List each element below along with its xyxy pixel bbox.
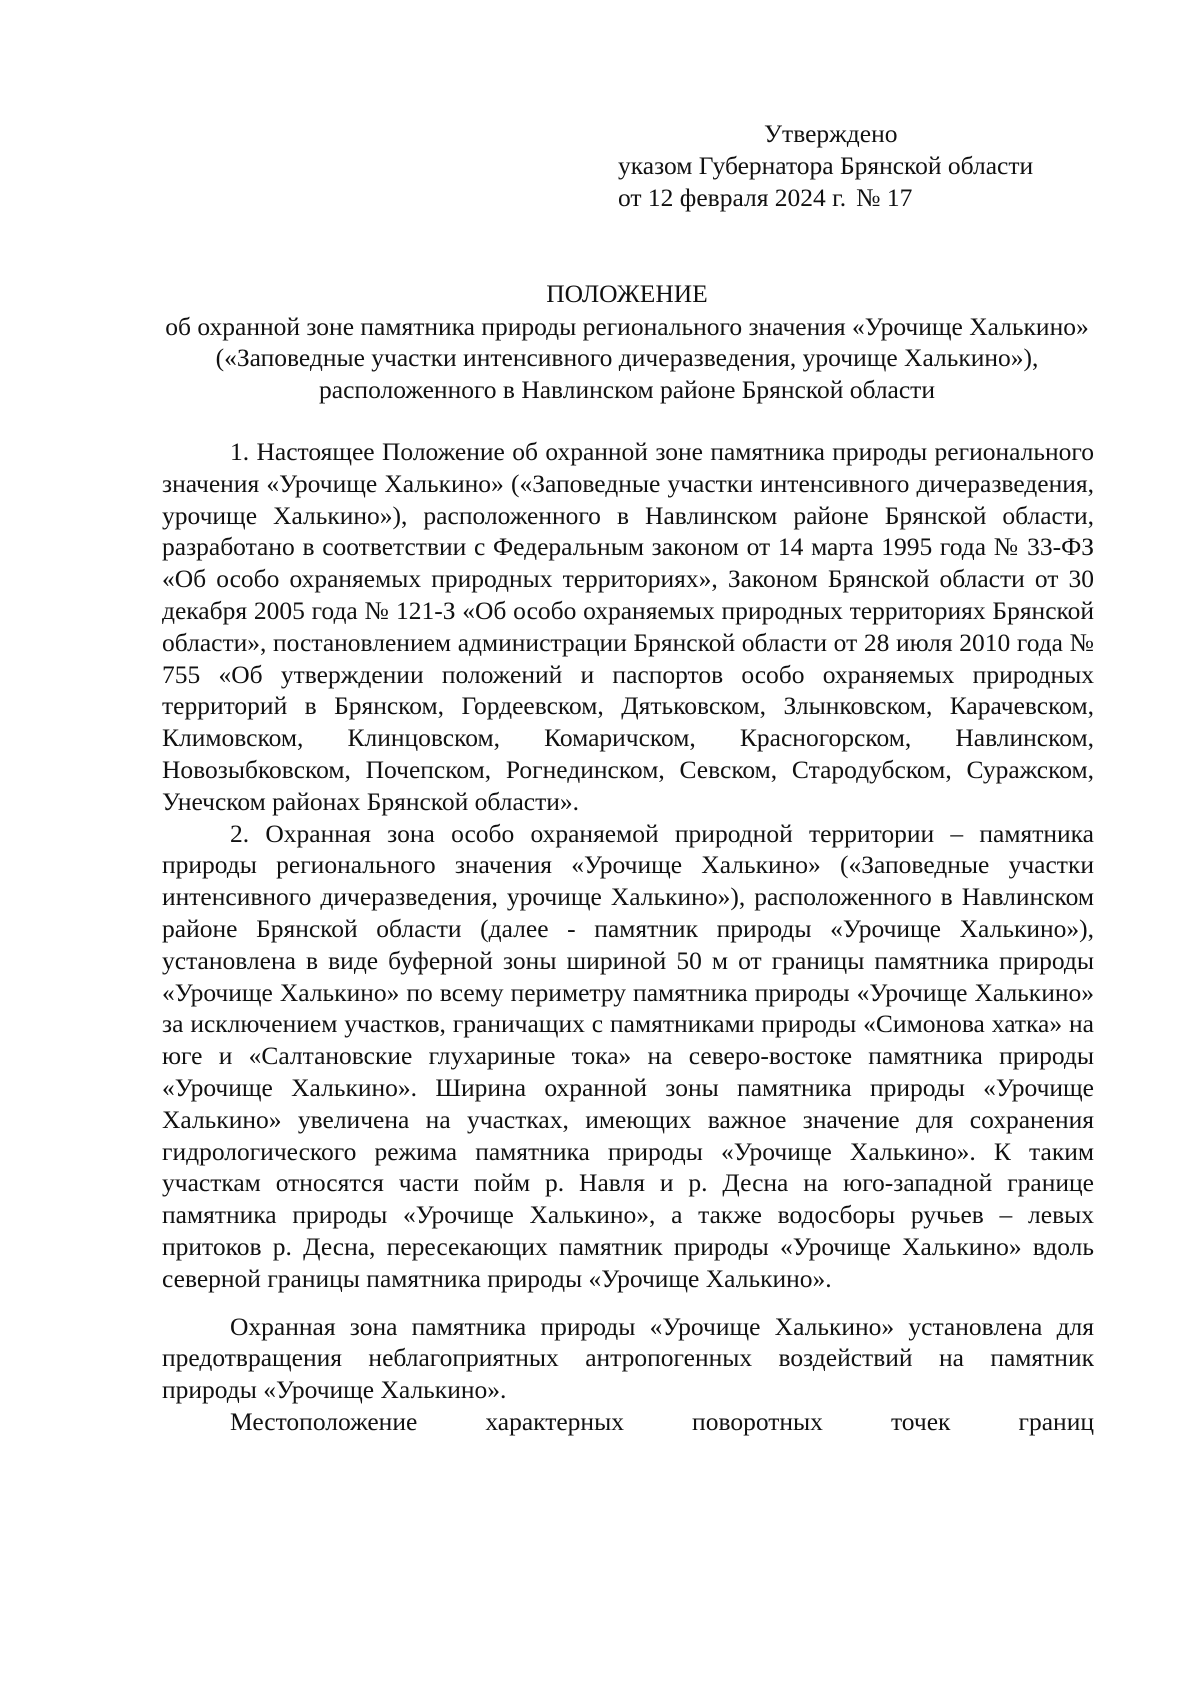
approval-stamp xyxy=(618,118,1088,214)
paragraph-4: Местоположение характерных поворотных точек границ xyxy=(230,1406,1094,1436)
paragraph-1: 1. Настоящее Положение об охранной зоне памятника природы регионального значения «Урочище Халькино» («Заповедные участки интенсивного дичеразведения, урочище Халькино»), расположенного в Навлинском районе Брянской области, разработано в соответствии с Федеральным законом от 14 марта 1995 года № 33-ФЗ «Об особо охраняемых природных территориях», Законом Брянской области от 30 декабря 2005 года № 121-З «Об особо охраняемых природных территориях Брянской области», постановлением администрации Брянской области от 28 июля 2010 года № 755 «Об утверждении положений и паспортов особо охраняемых природных территорий в Брянском, Гордеевском, Дятьковском, Злынковском, Карачевском, Климовском, Клинцовском, Комаричском, Красногорском, Навлинском, Новозыбковском, Почепском, Рогнединском, Севском, Стародубском, Суражском, Унечском районах Брянской области». xyxy=(162,437,1094,816)
approval-number: № 17 xyxy=(856,183,913,212)
approval-date: от 12 февраля 2024 г. xyxy=(618,183,847,212)
approval-line-date xyxy=(618,182,1088,214)
approval-line-decree: указом Губернатора Брянской области xyxy=(618,151,1034,180)
document-subtitle: об охранной зоне памятника природы регионального значения «Урочище Халькино» («Заповедные участки интенсивного дичеразведения, урочище Халькино»), расположенного в Навлинском районе Брянской области xyxy=(165,311,1089,404)
document-heading: ПОЛОЖЕНИЕ xyxy=(546,279,708,308)
approval-line-approved: Утверждено xyxy=(764,119,898,148)
paragraph-3: Охранная зона памятника природы «Урочище Халькино» установлена для предотвращения неблагоприятных антропогенных воздействий на памятник природы «Урочище Халькино». xyxy=(162,1311,1094,1405)
document-body xyxy=(162,436,1094,1438)
paragraph-2: 2. Охранная зона особо охраняемой природной территории – памятника природы регионального значения «Урочище Халькино» («Заповедные участки интенсивного дичеразведения, урочище Халькино»), расположенного в Навлинском районе Брянской области (далее - памятник природы «Урочище Халькино»), установлена в виде буферной зоны шириной 50 м от границы памятника природы «Урочище Халькино» по всему периметру памятника природы «Урочище Халькино» за исключением участков, граничащих с памятниками природы «Симонова хатка» на юге и «Салтановские глухариные тока» на северо-востоке памятника природы «Урочище Халькино». Ширина охранной зоны памятника природы «Урочище Халькино» увеличена на участках, имеющих важное значение для сохранения гидрологического режима памятника природы «Урочище Халькино». К таким участкам относятся части пойм р. Навля и р. Десна на юго-западной границе памятника природы «Урочище Халькино», а также водосборы ручьев – левых притоков р. Десна, пересекающих памятник природы «Урочище Халькино» вдоль северной границы памятника природы «Урочище Халькино». xyxy=(162,818,1094,1293)
document-title xyxy=(162,278,1092,405)
